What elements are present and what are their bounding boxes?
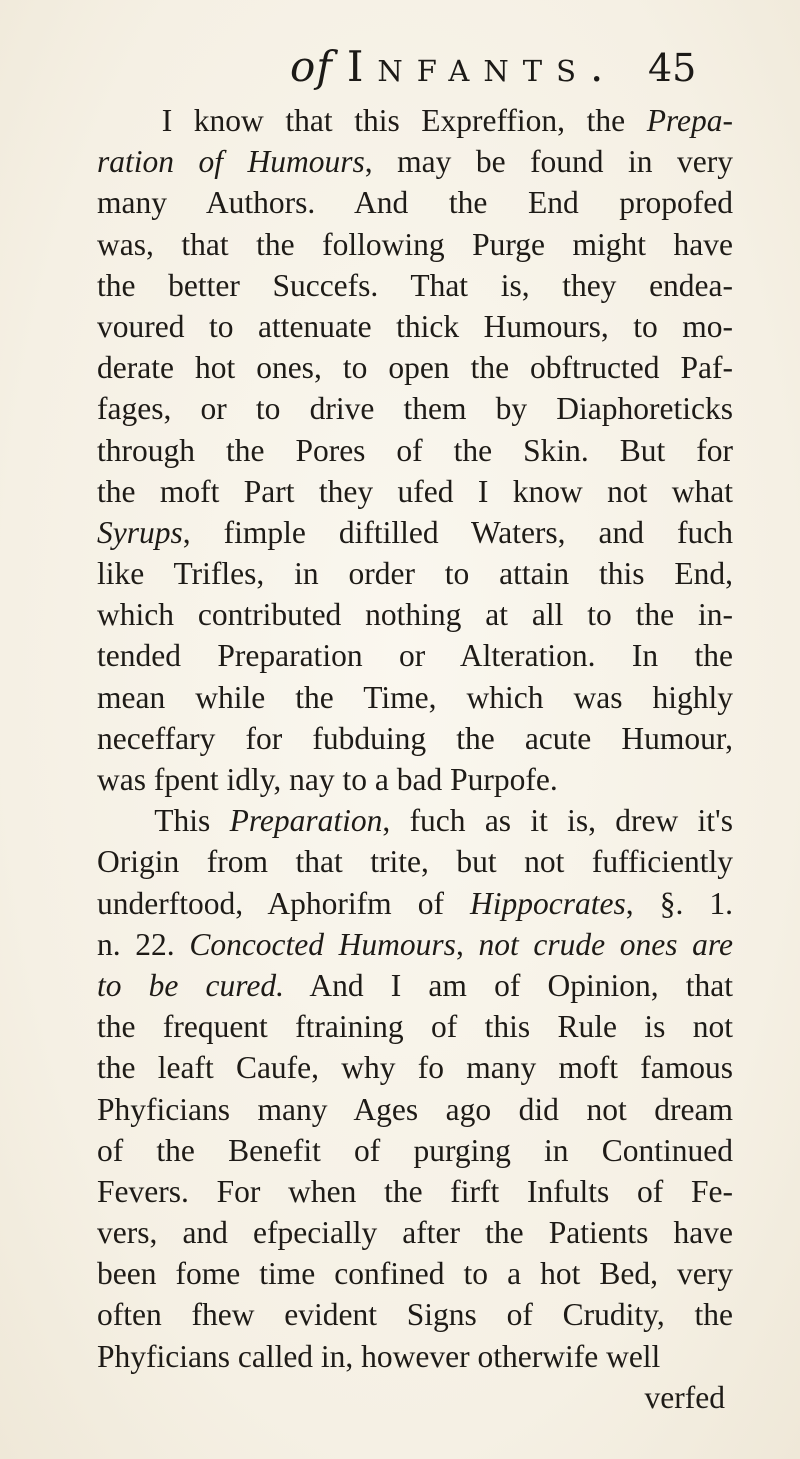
catchword: verfed: [644, 1379, 725, 1415]
text-segment: This: [97, 803, 230, 839]
text-segment: n. 22.: [97, 926, 190, 962]
text-segment: been fome time confined to a hot Bed, very: [97, 1256, 733, 1292]
text-line: [97, 677, 733, 718]
text-line: [97, 1047, 733, 1088]
text-segment: the better Succefs. That is, they endea-: [97, 267, 733, 303]
text-segment: , fimple diftilled Waters, and fuch: [182, 514, 733, 550]
text-segment: ,: [455, 926, 479, 962]
text-segment: the leaft Caufe, why fo many moft famous: [97, 1050, 733, 1086]
text-segment: often fhew evident Signs of Crudity, the: [97, 1297, 733, 1333]
text-line: [97, 1253, 733, 1294]
text-line: [97, 471, 733, 512]
text-line: [97, 759, 733, 800]
italic-text: ration of Humours: [97, 144, 365, 180]
italic-text: to be cured.: [97, 967, 284, 1003]
text-segment: mean while the Time, which was highly: [97, 679, 733, 715]
text-line: [97, 1130, 733, 1171]
text-line: [97, 224, 733, 265]
text-line: [97, 553, 733, 594]
text-segment: was fpent idly, nay to a bad Purpofe.: [97, 762, 558, 797]
text-line: [97, 635, 733, 676]
text-segment: , fuch as it is, drew it's: [382, 803, 733, 839]
text-line: [97, 306, 733, 347]
text-line: [97, 1336, 733, 1377]
text-line: [97, 265, 733, 306]
text-line: [97, 965, 733, 1006]
text-line: [97, 182, 733, 223]
text-segment: vers, and efpecially after the Patients have: [97, 1215, 733, 1251]
text-line: [97, 1212, 733, 1253]
text-line: [97, 1006, 733, 1047]
text-segment: the frequent ftraining of this Rule is not: [97, 1009, 733, 1045]
text-segment: fages, or to drive them by Diaphoreticks: [97, 391, 733, 427]
text-line: [97, 800, 733, 841]
text-segment: And I am of Opinion, that: [283, 967, 733, 1003]
text-line: [97, 512, 733, 553]
text-segment: Fevers. For when the firft Infults of Fe-: [97, 1173, 733, 1209]
text-line: [97, 594, 733, 635]
running-head: [290, 42, 617, 91]
text-line: [97, 1089, 733, 1130]
text-segment: , may be found in very: [364, 144, 734, 180]
text-line: [97, 924, 733, 965]
text-segment: derate hot ones, to open the obftructed Paf-: [97, 350, 733, 386]
text-line: [97, 1171, 733, 1212]
text-segment: underftood, Aphorifm of: [97, 885, 471, 921]
text-line: [97, 1294, 733, 1335]
text-segment: tended Preparation or Alteration. In the: [97, 638, 733, 674]
text-segment: of the Benefit of purging in Continued: [97, 1132, 733, 1168]
text-line: [97, 347, 733, 388]
italic-text: Hippocrates: [470, 885, 626, 921]
italic-text: Preparation: [229, 803, 383, 839]
text-segment: voured to attenuate thick Humours, to mo-: [97, 308, 733, 344]
text-segment: the moft Part they ufed I know not what: [97, 473, 733, 509]
text-line: [97, 100, 733, 141]
text-segment: through the Pores of the Skin. But for: [97, 432, 733, 468]
text-segment: was, that the following Purge might have: [97, 226, 733, 262]
running-head-title: Infants.: [346, 42, 618, 91]
italic-text: Concocted Humours: [189, 926, 456, 962]
italic-text: not crude ones are: [478, 926, 733, 962]
page-header: [290, 40, 730, 100]
text-segment: Phyficians many Ages ago did not dream: [97, 1091, 733, 1127]
text-line: [97, 718, 733, 759]
text-segment: , §. 1.: [625, 885, 733, 921]
italic-text: Prepa-: [646, 103, 733, 138]
text-segment: neceffary for fubduing the acute Humour,: [97, 720, 733, 756]
body-text: [97, 100, 733, 1418]
text-line: [97, 430, 733, 471]
text-segment: Phyficians called in, however otherwife well: [97, 1338, 661, 1374]
text-line: [97, 841, 733, 882]
page-number: 45: [648, 46, 697, 90]
text-line: [97, 141, 733, 182]
text-line: [97, 883, 733, 924]
text-segment: like Trifles, in order to attain this End,: [97, 556, 733, 592]
italic-text: Syrups: [97, 514, 183, 550]
text-line: [97, 388, 733, 429]
text-segment: which contributed nothing at all to the in-: [97, 597, 733, 633]
text-segment: many Authors. And the End propofed: [97, 185, 733, 221]
paragraph: [97, 800, 733, 1377]
running-head-of: of: [290, 42, 333, 91]
paragraph: [97, 100, 733, 800]
text-segment: I know that this Expreffion, the: [97, 103, 647, 138]
text-segment: Origin from that trite, but not fufficiently: [97, 844, 733, 880]
